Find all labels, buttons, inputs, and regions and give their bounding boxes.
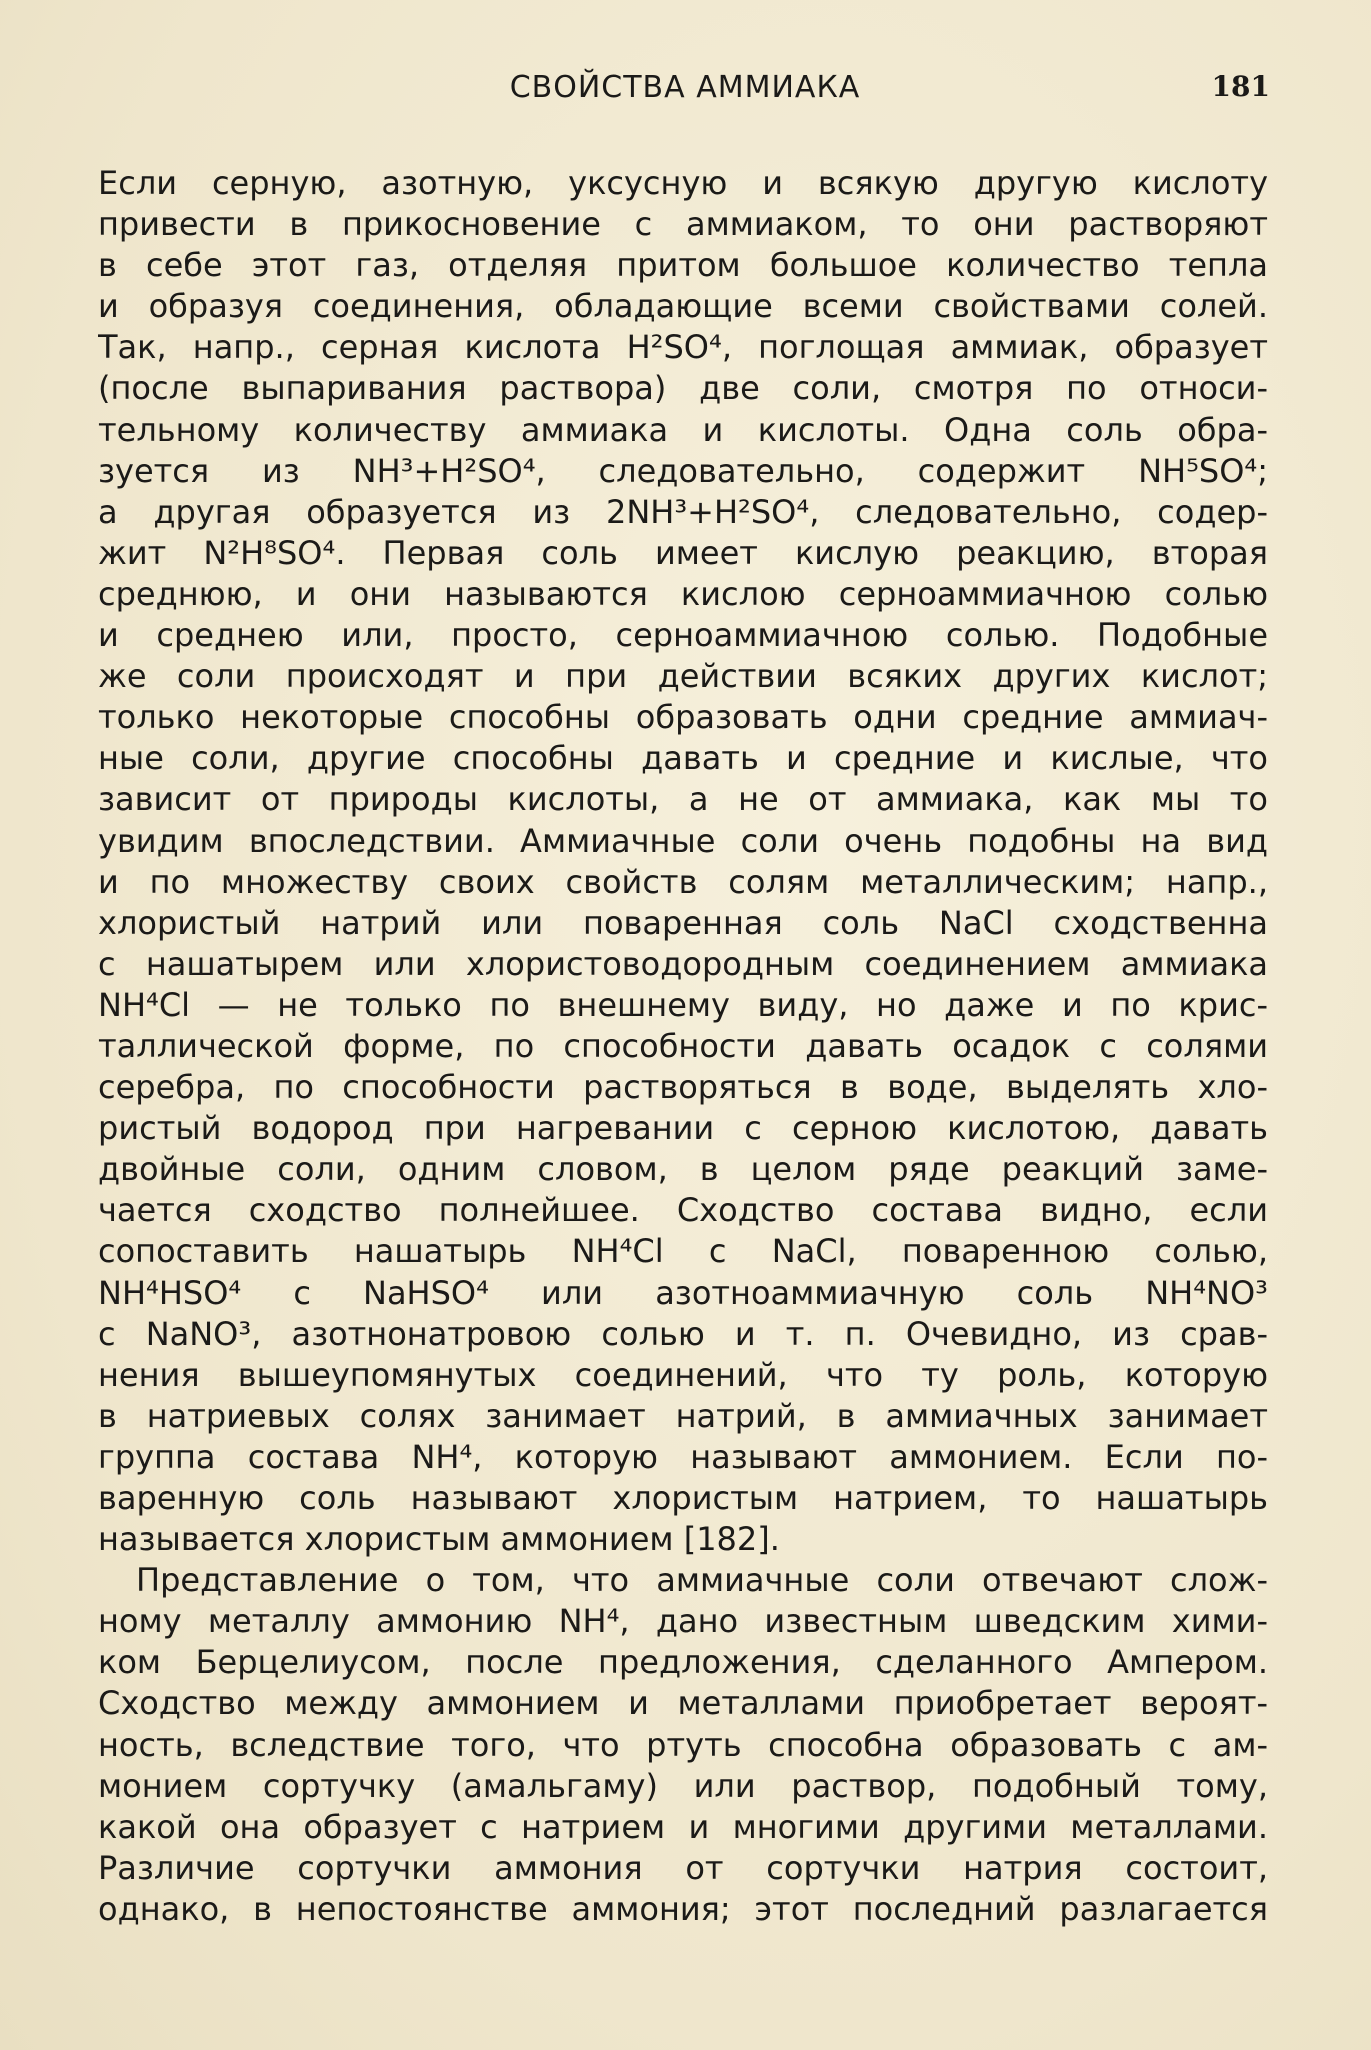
running-head bbox=[100, 70, 1270, 120]
text-line: однако, в непостоянстве аммония; этот последний разлагается bbox=[98, 1889, 1268, 1928]
text-line: серебра, по способности растворяться в воде, выделять хло- bbox=[98, 1068, 1268, 1107]
text-line: двойные соли, одним словом, в целом ряде реакций заме- bbox=[98, 1150, 1268, 1189]
text-line: сопоставить нашатырь NH⁴Cl с NaCl, поваренною солью, bbox=[98, 1232, 1268, 1271]
text-line: NH⁴Cl — не только по внешнему виду, но даже и по крис- bbox=[98, 985, 1268, 1024]
text-line: Так, напр., серная кислота H²SO⁴, поглощая аммиак, образует bbox=[98, 328, 1268, 367]
text-line: Представление о том, что аммиачные соли отвечают слож- bbox=[136, 1561, 1268, 1600]
text-line: варенную соль называют хлористым натрием, то нашатырь bbox=[98, 1479, 1268, 1517]
text-line: и образуя соединения, обладающие всеми свойствами солей. bbox=[98, 287, 1268, 326]
text-line: нения вышеупомянутых соединений, что ту роль, которую bbox=[98, 1355, 1268, 1394]
text-line: зуется из NH³+H²SO⁴, следовательно, содержит NH⁵SO⁴; bbox=[98, 451, 1268, 490]
text-line: монием сортучку (амальгаму) или раствор, подобный тому, bbox=[98, 1766, 1268, 1805]
text-line: зависит от природы кислоты, а не от аммиака, как мы то bbox=[98, 780, 1268, 819]
text-line: только некоторые способны образовать одни средние аммиач- bbox=[98, 698, 1268, 737]
text-line: в себе этот газ, отделяя притом большое количество тепла bbox=[98, 246, 1268, 285]
text-line: NH⁴HSO⁴ с NaHSO⁴ или азотноаммиачную соль NH⁴NO³ bbox=[98, 1273, 1268, 1312]
text-line: группа состава NH⁴, которую называют аммонием. Если по- bbox=[98, 1437, 1268, 1476]
text-line: таллической форме, по способности давать осадок с солями bbox=[98, 1026, 1268, 1065]
text-line: и по множеству своих свойств солям металлическим; напр., bbox=[98, 862, 1268, 901]
text-line: а другая образуется из 2NH³+H²SO⁴, следовательно, содер- bbox=[98, 492, 1268, 531]
text-line: жит N²H⁸SO⁴. Первая соль имеет кислую реакцию, вторая bbox=[98, 533, 1268, 572]
body-text bbox=[98, 163, 1268, 1930]
text-line: Различие сортучки аммония от сортучки натрия состоит, bbox=[98, 1848, 1268, 1887]
text-line: Сходство между аммонием и металлами приобретает вероят- bbox=[98, 1684, 1268, 1723]
text-line: с NaNO³, азотнонатровою солью и т. п. Очевидно, из срав- bbox=[98, 1314, 1268, 1353]
text-line: хлористый натрий или поваренная соль NaCl сходственна bbox=[98, 903, 1268, 942]
text-line: ные соли, другие способны давать и средние и кислые, что bbox=[98, 739, 1268, 778]
text-line: ком Берцелиусом, после предложения, сделанного Ампером. bbox=[98, 1643, 1268, 1682]
text-line: тельному количеству аммиака и кислоты. Одна соль обра- bbox=[98, 410, 1268, 449]
text-line: (после выпаривания раствора) две соли, смотря по относи- bbox=[98, 369, 1268, 408]
text-line: с нашатырем или хлористоводородным соединением аммиака bbox=[98, 944, 1268, 983]
running-title: СВОЙСТВА АММИАКА bbox=[509, 70, 861, 105]
text-line: чается сходство полнейшее. Сходство состава видно, если bbox=[98, 1191, 1268, 1230]
text-line: и среднею или, просто, серноаммиачною солью. Подобные bbox=[98, 616, 1268, 655]
text-line: же соли происходят и при действии всяких других кислот; bbox=[98, 657, 1268, 696]
text-line: ному металлу аммонию NH⁴, дано известным шведским хими- bbox=[98, 1602, 1268, 1641]
paragraph-2 bbox=[98, 1560, 1268, 1930]
text-line: ристый водород при нагревании с серною кислотою, давать bbox=[98, 1109, 1268, 1148]
page-number: 181 bbox=[1211, 70, 1270, 103]
text-line: увидим впоследствии. Аммиачные соли очень подобны на вид bbox=[98, 821, 1268, 860]
paragraph-1 bbox=[98, 163, 1268, 1560]
text-line: Если серную, азотную, уксусную и всякую другую кислоту bbox=[98, 164, 1268, 202]
text-line: среднюю, и они называются кислою серноаммиачною солью bbox=[98, 574, 1268, 613]
text-line: какой она образует с натрием и многими другими металлами. bbox=[98, 1807, 1268, 1846]
text-line: в натриевых солях занимает натрий, в аммиачных занимает bbox=[98, 1396, 1268, 1435]
text-line: называется хлористым аммонием [182]. bbox=[98, 1520, 780, 1559]
text-line: привести в прикосновение с аммиаком, то они растворяют bbox=[98, 205, 1268, 244]
text-line: ность, вследствие того, что ртуть способна образовать с ам- bbox=[98, 1725, 1268, 1764]
